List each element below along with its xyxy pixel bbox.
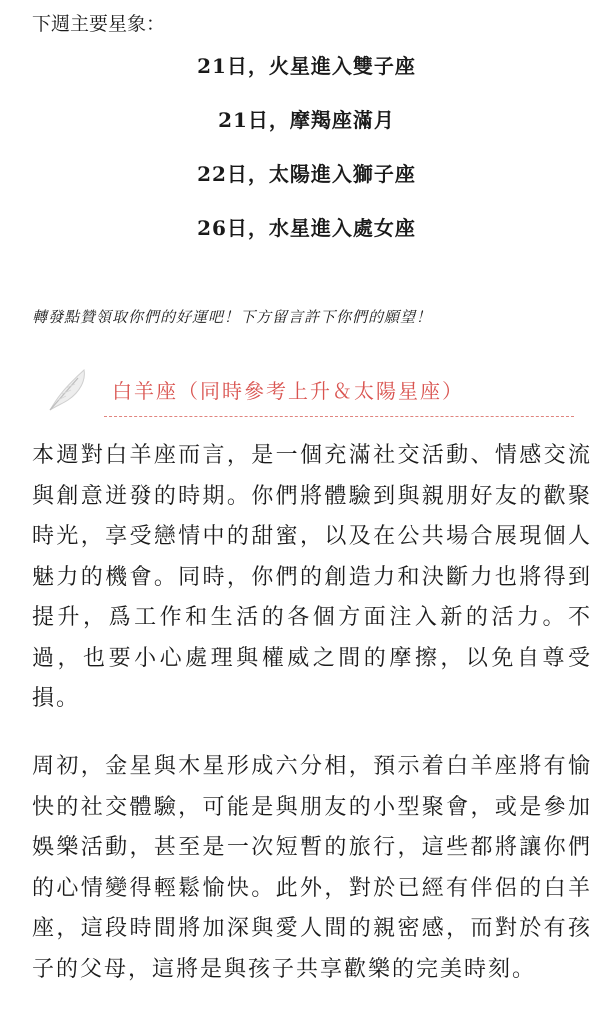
dashed-divider — [104, 416, 574, 417]
sign-title: 白羊座（同時參考上升＆太陽星座） — [112, 379, 464, 403]
astro-event — [0, 156, 613, 210]
astro-event — [0, 48, 613, 102]
feather-icon — [44, 366, 92, 414]
horoscope-paragraph: 周初，金星與木星形成六分相，預示着白羊座將有愉快的社交體驗，可能是與朋友的小型聚會，或是參加娛樂活動，甚至是一次短暫的旅行，這些都將讓你們的心情變得輕鬆愉快。此外，對於已經有伴侶的白羊座，這段時間將加深與愛人間的親密感，而對於有孩子的父母，這將是與孩子共享歡樂的完美時刻。 — [32, 754, 592, 982]
upcoming-astro-heading: 下週主要星象： — [32, 13, 166, 35]
event-text: 日，水星進入處女座 — [226, 216, 416, 240]
astro-event — [0, 102, 613, 156]
event-date: 26 — [197, 216, 227, 240]
event-text: 日，火星進入雙子座 — [226, 54, 416, 78]
event-text: 日，太陽進入獅子座 — [226, 162, 416, 186]
event-date: 21 — [197, 54, 227, 78]
event-date: 21 — [218, 108, 248, 132]
astro-event — [0, 210, 613, 264]
sign-section-header — [44, 358, 584, 424]
share-call-to-action: 轉發點贊領取你們的好運吧！下方留言許下你們的願望！ — [32, 308, 433, 326]
astro-events-list — [0, 48, 613, 264]
event-date: 22 — [197, 162, 227, 186]
horoscope-paragraph: 本週對白羊座而言，是一個充滿社交活動、情感交流與創意迸發的時期。你們將體驗到與親朋好友的歡聚時光，享受戀情中的甜蜜，以及在公共場合展現個人魅力的機會。同時，你們的創造力和決斷力也將得到提升，爲工作和生活的各個方面注入新的活力。不過，也要小心處理與權威之間的摩擦，以免自尊受損。 — [32, 443, 592, 711]
event-text: 日，摩羯座滿月 — [247, 108, 395, 132]
